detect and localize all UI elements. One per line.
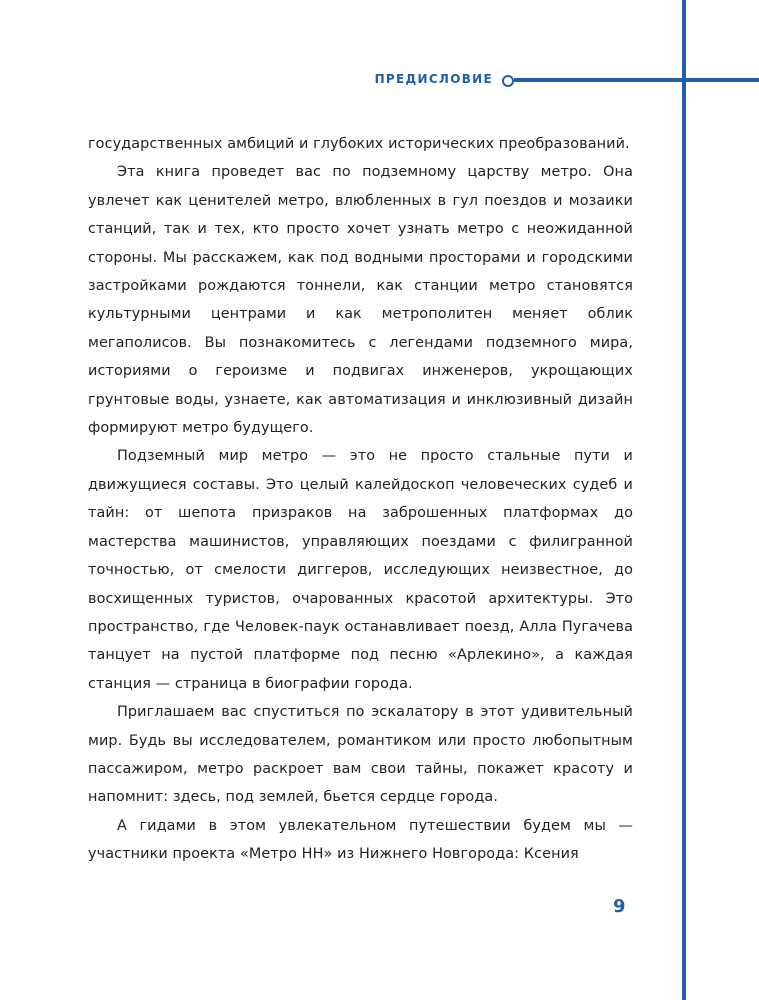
paragraph: Эта книга проведет вас по подземному царству метро. Она увлечет как ценителей метро, влюбленных в гул поездов и мозаики станций, так и тех, кто просто хочет узнать метро с неожиданной стороны. Мы расскажем, как под водными просторами и городскими застройками рождаются тоннели, как станции метро становятся культурными центрами и как метрополитен меняет облик мегаполисов. Вы познакомитесь с легендами подземного мира, историями о героизме и подвигах инженеров, укрощающих грунтовые воды, узнаете, как автоматизация и инклюзивный дизайн формируют метро будущего. xyxy=(88,164,633,437)
body-text xyxy=(88,130,633,869)
section-title: ПРЕДИСЛОВИЕ xyxy=(374,72,493,86)
paragraph: Подземный мир метро — это не просто стальные пути и движущиеся составы. Это целый калейдоскоп человеческих судеб и тайн: от шепота призраков на заброшенных платформах до мастерства машинистов, управляющих поездами с филигранной точностью, от смелости диггеров, исследующих неизвестное, до восхищенных туристов, очарованных красотой архитектуры. Это пространство, где Человек-паук останавливает поезд, Алла Пугачева танцует на пустой платформе под песню «Арлекино», а каждая станция — страница в биографии города. xyxy=(88,448,633,692)
header-accent-line xyxy=(514,78,759,82)
page-number: 9 xyxy=(613,896,626,917)
section-header xyxy=(0,70,759,90)
paragraph: Приглашаем вас спуститься по эскалатору в этот удивительный мир. Будь вы исследователем, романтиком или просто любопытным пассажиром, метро раскроет вам свои тайны, покажет красоту и напомнит: здесь, под землей, бьется сердце города. xyxy=(88,704,633,806)
paragraph-continuation: государственных амбиций и глубоких исторических преобразований. xyxy=(88,136,630,152)
header-circle-marker xyxy=(502,75,514,87)
vertical-accent-line xyxy=(682,0,686,1000)
paragraph: А гидами в этом увлекательном путешествии будем мы — участники проекта «Метро НН» из Нижнего Новгорода: Ксения xyxy=(88,817,633,863)
